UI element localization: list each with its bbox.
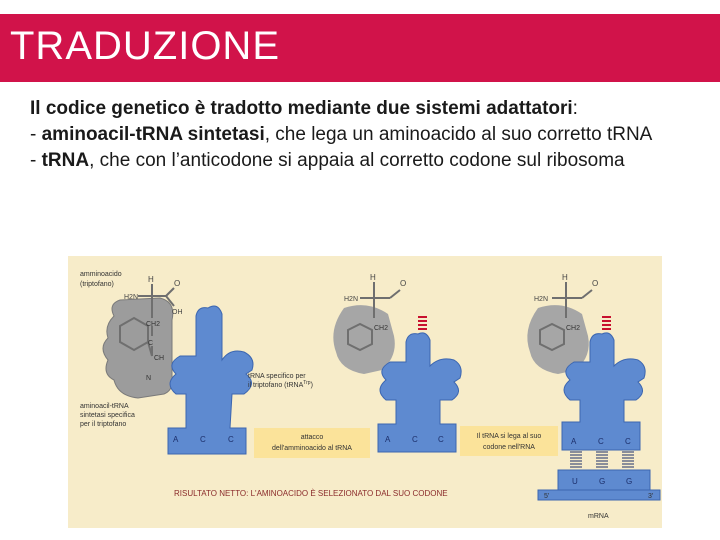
step1-caption [254,428,370,458]
chem-ch2: CH2 [146,321,161,328]
chem-h2n: H2N [534,296,549,303]
mrna-label: mRNA [588,513,609,520]
translation-diagram [68,256,662,528]
chem-h: H [370,273,376,282]
chem-ch: CH [154,355,165,362]
anticodon-base: A [173,435,179,444]
chem-h2n: H2N [124,294,139,301]
intro-text: Il codice genetico è tradotto mediante due sistemi adattatori [30,98,573,119]
bullet-trna [30,148,700,174]
amino-acid-label [80,271,122,288]
chem-o: O [592,279,599,288]
title-bar [0,14,720,82]
step1-caption-1: attacco [300,434,324,441]
bullet-dash: - [30,124,42,145]
anticodon-base: C [438,435,444,444]
panel-codon-pairing [527,273,660,520]
aminoacyl-bond [418,316,427,330]
trna-molecule [168,306,253,454]
chem-h: H [562,273,568,282]
bullet-synthetase [30,122,700,148]
trna-label [248,373,313,389]
codon-base: G [626,477,633,486]
intro-line [30,96,700,122]
label-amino-1: amminoacido [80,271,122,278]
chem-oh: OH [172,309,183,316]
step2-caption-2: codone nell'RNA [483,444,535,451]
label-trna-sup: Trp [303,380,311,386]
slide-body [30,96,700,174]
chem-ch2: CH2 [566,325,581,332]
chem-ch2: CH2 [374,325,389,332]
chem-h: H [148,275,154,284]
chem-o: O [174,279,181,288]
codon-base: U [572,477,578,486]
aminoacyl-bond [602,316,611,330]
synthetase-label [80,403,135,428]
label-trna-end: ) [310,382,313,389]
panel-charged-trna [333,273,461,452]
anticodon-base: C [228,435,234,444]
anticodon-base: A [385,435,391,444]
bullet-synthetase-term: aminoacil-tRNA sintetasi [41,124,265,145]
translation-figure [68,256,662,528]
result-caption: RISULTATO NETTO: L'AMINOACIDO È SELEZIONATO DAL SUO CODONE [174,489,448,498]
step2-caption-1: Il tRNA si lega al suo [476,433,542,440]
bullet-trna-term: tRNA [41,150,90,171]
label-synthetase-1: aminoacil-tRNA [80,403,129,410]
label-amino-2: (triptofano) [80,281,114,288]
anticodon-base: C [200,435,206,444]
label-synthetase-3: per il triptofano [80,421,127,428]
step1-caption-2: dell'amminoacido al tRNA [272,445,352,452]
codon-base: G [599,477,606,486]
caption-box [460,426,558,456]
label-trna-2 [248,380,313,389]
caption-box [254,428,370,458]
bullet-synthetase-text: , che lega un aminoacido al suo corretto tRNA [264,124,653,145]
step2-caption [460,426,558,456]
anticodon-base: C [625,437,631,446]
panel-charging [80,271,313,454]
chem-c: C [148,340,154,347]
chem-h2n: H2N [344,296,359,303]
slide-title: TRADUZIONE [10,24,280,68]
five-prime-label: 5' [544,493,550,500]
label-synthetase-2: sintetasi specifica [80,412,135,419]
amino-acid-shadow [333,305,394,374]
bullet-trna-text: , che con l’anticodone si appaia al corretto codone sul ribosoma [89,150,625,171]
anticodon-base: C [412,435,418,444]
label-trna-2-main: il triptofano (tRNA [248,382,304,389]
chem-o: O [400,279,407,288]
label-trna-1: tRNA specifico per [248,373,306,380]
anticodon-base: A [571,437,577,446]
anticodon-base: C [598,437,604,446]
bullet-dash: - [30,150,42,171]
base-pairs [570,452,634,467]
three-prime-label: 3' [648,493,654,500]
chem-n: N [146,375,152,382]
intro-colon: : [572,98,578,119]
